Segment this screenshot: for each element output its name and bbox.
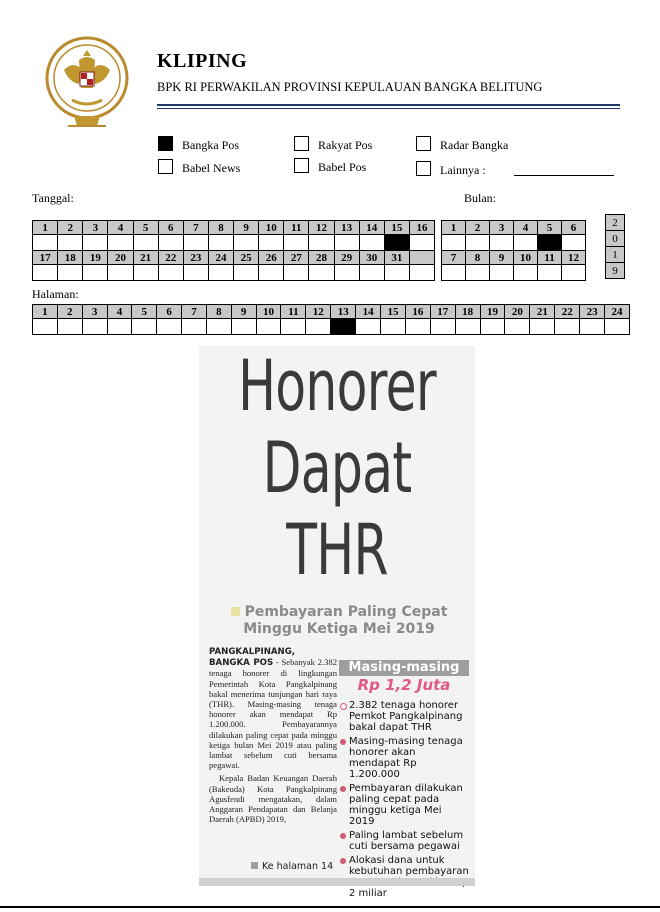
halaman-cell-6[interactable] <box>157 319 182 335</box>
tanggal-number-11: 11 <box>284 221 309 235</box>
tanggal-number-9: 9 <box>234 221 259 235</box>
source-label: Radar Bangka <box>440 138 509 152</box>
tanggal-cell-25[interactable] <box>234 265 259 281</box>
bulan-cell-10[interactable] <box>514 265 538 281</box>
year-column <box>605 215 625 279</box>
tanggal-number-17: 17 <box>33 251 58 265</box>
bulan-number-9: 9 <box>490 251 514 265</box>
halaman-cell-21[interactable] <box>530 319 555 335</box>
halaman-number-3: 3 <box>82 305 107 319</box>
halaman-cell-14[interactable] <box>356 319 381 335</box>
halaman-number-21: 21 <box>530 305 555 319</box>
tanggal-number-29: 29 <box>334 251 359 265</box>
bpk-emblem-logo <box>44 30 130 134</box>
source-label: Bangka Pos <box>182 138 239 152</box>
continued-note: Ke halaman 14 <box>251 861 333 872</box>
bulan-cell-12[interactable] <box>562 265 586 281</box>
halaman-number-14: 14 <box>356 305 381 319</box>
source-label: Lainnya : <box>440 163 486 177</box>
halaman-number-10: 10 <box>256 305 281 319</box>
subheadline: Pembayaran Paling Cepat Minggu Ketiga Mei 2019 <box>209 604 469 638</box>
halaman-cell-11[interactable] <box>281 319 306 335</box>
bulan-mark-5[interactable] <box>538 235 562 251</box>
source-label: Rakyat Pos <box>318 138 373 152</box>
halaman-cell-5[interactable] <box>132 319 157 335</box>
tanggal-number-7: 7 <box>183 221 208 235</box>
halaman-number-16: 16 <box>405 305 430 319</box>
tanggal-number-26: 26 <box>259 251 284 265</box>
halaman-number-24: 24 <box>605 305 630 319</box>
tanggal-number-19: 19 <box>83 251 108 265</box>
tanggal-number-15: 15 <box>384 221 409 235</box>
halaman-cell-9[interactable] <box>231 319 256 335</box>
checkbox-icon[interactable] <box>294 158 309 173</box>
newspaper-clipping <box>199 345 475 899</box>
bulan-number-3: 3 <box>490 221 514 235</box>
tanggal-cell-empty[interactable] <box>409 265 434 281</box>
tanggal-number-5: 5 <box>133 221 158 235</box>
tanggal-number-24: 24 <box>208 251 233 265</box>
tanggal-number-4: 4 <box>108 221 133 235</box>
bullet-item: Alokasi dana untuk kebutuhan pembayaran 2 miliar <box>339 855 469 899</box>
checkbox-icon[interactable] <box>416 136 431 151</box>
bullet-item: Masing-masing tenaga honorer akan mendapat Rp 1.200.000 <box>339 736 469 780</box>
bulan-number-4: 4 <box>514 221 538 235</box>
tanggal-cell-6[interactable] <box>158 235 183 251</box>
halaman-number-18: 18 <box>455 305 480 319</box>
halaman-number-7: 7 <box>182 305 207 319</box>
halaman-cell-12[interactable] <box>306 319 331 335</box>
tanggal-cell-21[interactable] <box>133 265 158 281</box>
tanggal-empty-cell <box>409 251 434 265</box>
halaman-cell-22[interactable] <box>555 319 580 335</box>
tanggal-cell-17[interactable] <box>33 265 58 281</box>
bulan-number-7: 7 <box>442 251 466 265</box>
tanggal-cell-9[interactable] <box>234 235 259 251</box>
halaman-cell-1[interactable] <box>33 319 58 335</box>
tanggal-number-30: 30 <box>359 251 384 265</box>
tanggal-number-14: 14 <box>359 221 384 235</box>
tanggal-cell-18[interactable] <box>58 265 83 281</box>
tanggal-number-3: 3 <box>83 221 108 235</box>
checkbox-icon[interactable] <box>294 136 309 151</box>
year-digit: 0 <box>605 230 625 247</box>
tanggal-number-27: 27 <box>284 251 309 265</box>
halaman-cell-19[interactable] <box>480 319 505 335</box>
footer-rule <box>0 906 660 908</box>
halaman-number-6: 6 <box>157 305 182 319</box>
article-body <box>209 646 337 827</box>
halaman-number-9: 9 <box>231 305 256 319</box>
bulan-number-12: 12 <box>562 251 586 265</box>
halaman-cell-7[interactable] <box>182 319 207 335</box>
bulan-grid <box>441 220 586 281</box>
header-rule <box>157 104 620 106</box>
year-digit: 1 <box>605 246 625 263</box>
tanggal-cell-26[interactable] <box>259 265 284 281</box>
halaman-number-1: 1 <box>33 305 58 319</box>
tanggal-cell-4[interactable] <box>108 235 133 251</box>
tanggal-label: Tanggal: <box>32 191 74 205</box>
halaman-cell-2[interactable] <box>57 319 82 335</box>
halaman-number-4: 4 <box>107 305 132 319</box>
bulan-cell-3[interactable] <box>490 235 514 251</box>
sidebar-amount: Rp 1,2 Juta <box>357 676 451 694</box>
article-paragraph-2: Kepala Badan Keuangan Daerah (Bakeuda) Kota Pangkalpinang Agusfendi mengatakan, dalam Anggaran Pendapatan dan Belanja Daerah (APBD) 2019, <box>209 773 337 825</box>
organization-subtitle: BPK RI PERWAKILAN PROVINSI KEPULAUAN BANGKA BELITUNG <box>157 80 543 94</box>
tanggal-number-6: 6 <box>158 221 183 235</box>
halaman-number-15: 15 <box>381 305 406 319</box>
headline-line-2: Dapat <box>262 427 412 509</box>
checkbox-filled-icon[interactable] <box>158 136 173 151</box>
bulan-cell-2[interactable] <box>466 235 490 251</box>
page-title: KLIPING <box>157 50 248 72</box>
tanggal-cell-19[interactable] <box>83 265 108 281</box>
tanggal-cell-3[interactable] <box>83 235 108 251</box>
tanggal-number-20: 20 <box>108 251 133 265</box>
halaman-cell-4[interactable] <box>107 319 132 335</box>
headline-line-1: Honorer <box>238 345 436 427</box>
bullet-item: Paling lambat sebelum cuti bersama pegawai <box>339 830 469 852</box>
halaman-cell-16[interactable] <box>405 319 430 335</box>
square-bullet-icon <box>231 607 240 616</box>
halaman-cell-18[interactable] <box>455 319 480 335</box>
bulan-number-5: 5 <box>538 221 562 235</box>
year-digit: 2 <box>605 214 625 231</box>
tanggal-cell-28[interactable] <box>309 265 334 281</box>
square-bullet-icon <box>251 862 258 869</box>
halaman-cell-3[interactable] <box>82 319 107 335</box>
source-label: Babel News <box>182 161 241 175</box>
tanggal-cell-2[interactable] <box>58 235 83 251</box>
checkbox-icon[interactable] <box>416 161 431 176</box>
halaman-number-8: 8 <box>206 305 231 319</box>
tanggal-cell-20[interactable] <box>108 265 133 281</box>
tanggal-number-10: 10 <box>259 221 284 235</box>
tanggal-cell-29[interactable] <box>334 265 359 281</box>
bulan-cell-8[interactable] <box>466 265 490 281</box>
tanggal-number-23: 23 <box>183 251 208 265</box>
bullet-item: 2.382 tenaga honorer Pemkot Pangkalpinang bakal dapat THR <box>339 700 469 733</box>
bullet-item: Pembayaran dilakukan paling cepat pada minggu ketiga Mei 2019 <box>339 783 469 827</box>
tanggal-cell-1[interactable] <box>33 235 58 251</box>
halaman-cell-15[interactable] <box>381 319 406 335</box>
tanggal-number-2: 2 <box>58 221 83 235</box>
halaman-cell-8[interactable] <box>206 319 231 335</box>
tanggal-cell-12[interactable] <box>309 235 334 251</box>
tanggal-cell-11[interactable] <box>284 235 309 251</box>
bulan-number-10: 10 <box>514 251 538 265</box>
tanggal-cell-13[interactable] <box>334 235 359 251</box>
bulan-cell-7[interactable] <box>442 265 466 281</box>
tanggal-number-8: 8 <box>208 221 233 235</box>
tanggal-cell-31[interactable] <box>384 265 409 281</box>
bulan-number-11: 11 <box>538 251 562 265</box>
halaman-number-13: 13 <box>331 305 356 319</box>
tanggal-cell-10[interactable] <box>259 235 284 251</box>
halaman-number-20: 20 <box>505 305 530 319</box>
halaman-number-23: 23 <box>580 305 605 319</box>
halaman-mark-13[interactable] <box>331 319 356 335</box>
bulan-cell-11[interactable] <box>538 265 562 281</box>
tanggal-cell-22[interactable] <box>158 265 183 281</box>
clipping-cut-edge <box>199 878 475 886</box>
tanggal-number-21: 21 <box>133 251 158 265</box>
halaman-number-19: 19 <box>480 305 505 319</box>
tanggal-cell-27[interactable] <box>284 265 309 281</box>
halaman-cell-17[interactable] <box>430 319 455 335</box>
halaman-number-5: 5 <box>132 305 157 319</box>
tanggal-number-13: 13 <box>334 221 359 235</box>
halaman-number-11: 11 <box>281 305 306 319</box>
tanggal-grid <box>32 220 435 281</box>
bulan-cell-1[interactable] <box>442 235 466 251</box>
halaman-number-22: 22 <box>555 305 580 319</box>
tanggal-number-1: 1 <box>33 221 58 235</box>
bulan-number-1: 1 <box>442 221 466 235</box>
halaman-number-2: 2 <box>57 305 82 319</box>
headline-line-3: THR <box>286 509 388 591</box>
tanggal-mark-15[interactable] <box>384 235 409 251</box>
sidebar-title: Masing-masing <box>339 660 469 676</box>
tanggal-number-18: 18 <box>58 251 83 265</box>
halaman-cell-24[interactable] <box>605 319 630 335</box>
bulan-label: Bulan: <box>464 191 496 205</box>
tanggal-cell-14[interactable] <box>359 235 384 251</box>
halaman-cell-23[interactable] <box>580 319 605 335</box>
halaman-number-17: 17 <box>430 305 455 319</box>
halaman-cell-10[interactable] <box>256 319 281 335</box>
tanggal-cell-23[interactable] <box>183 265 208 281</box>
bulan-cell-9[interactable] <box>490 265 514 281</box>
tanggal-number-25: 25 <box>234 251 259 265</box>
halaman-number-12: 12 <box>306 305 331 319</box>
tanggal-cell-5[interactable] <box>133 235 158 251</box>
tanggal-cell-24[interactable] <box>208 265 233 281</box>
bulan-number-8: 8 <box>466 251 490 265</box>
bulan-cell-6[interactable] <box>562 235 586 251</box>
dateline: PANGKALPINANG, BANGKA POS <box>209 647 296 669</box>
tanggal-cell-7[interactable] <box>183 235 208 251</box>
year-digit: 9 <box>605 262 625 279</box>
tanggal-cell-30[interactable] <box>359 265 384 281</box>
article-paragraph-1: - Sebanyak 2.382 tenaga honorer di lingkungan Pemerintah Kota Pangkalpinang bakal menerima tunjungan hari raya (THR). Masing-masing tenaga honorer akan mendapat Rp 1.200.000. Pembayarannya dilakukan paling cepat pada minggu ketiga bulan Mei 2019 atau paling lambat sebelum cuti bersama pegawai. <box>209 657 337 771</box>
bulan-number-2: 2 <box>466 221 490 235</box>
tanggal-number-16: 16 <box>409 221 434 235</box>
checkbox-icon[interactable] <box>158 159 173 174</box>
halaman-cell-20[interactable] <box>505 319 530 335</box>
tanggal-cell-8[interactable] <box>208 235 233 251</box>
header-rule-thin <box>157 108 620 109</box>
tanggal-number-22: 22 <box>158 251 183 265</box>
tanggal-number-28: 28 <box>309 251 334 265</box>
halaman-label: Halaman: <box>32 287 79 301</box>
lainnya-input-line[interactable] <box>514 175 614 176</box>
bulan-cell-4[interactable] <box>514 235 538 251</box>
bulan-number-6: 6 <box>562 221 586 235</box>
sidebar-box <box>339 660 469 902</box>
halaman-grid <box>32 304 630 335</box>
tanggal-number-12: 12 <box>309 221 334 235</box>
tanggal-cell-16[interactable] <box>409 235 434 251</box>
tanggal-number-31: 31 <box>384 251 409 265</box>
source-label: Babel Pos <box>318 160 367 174</box>
